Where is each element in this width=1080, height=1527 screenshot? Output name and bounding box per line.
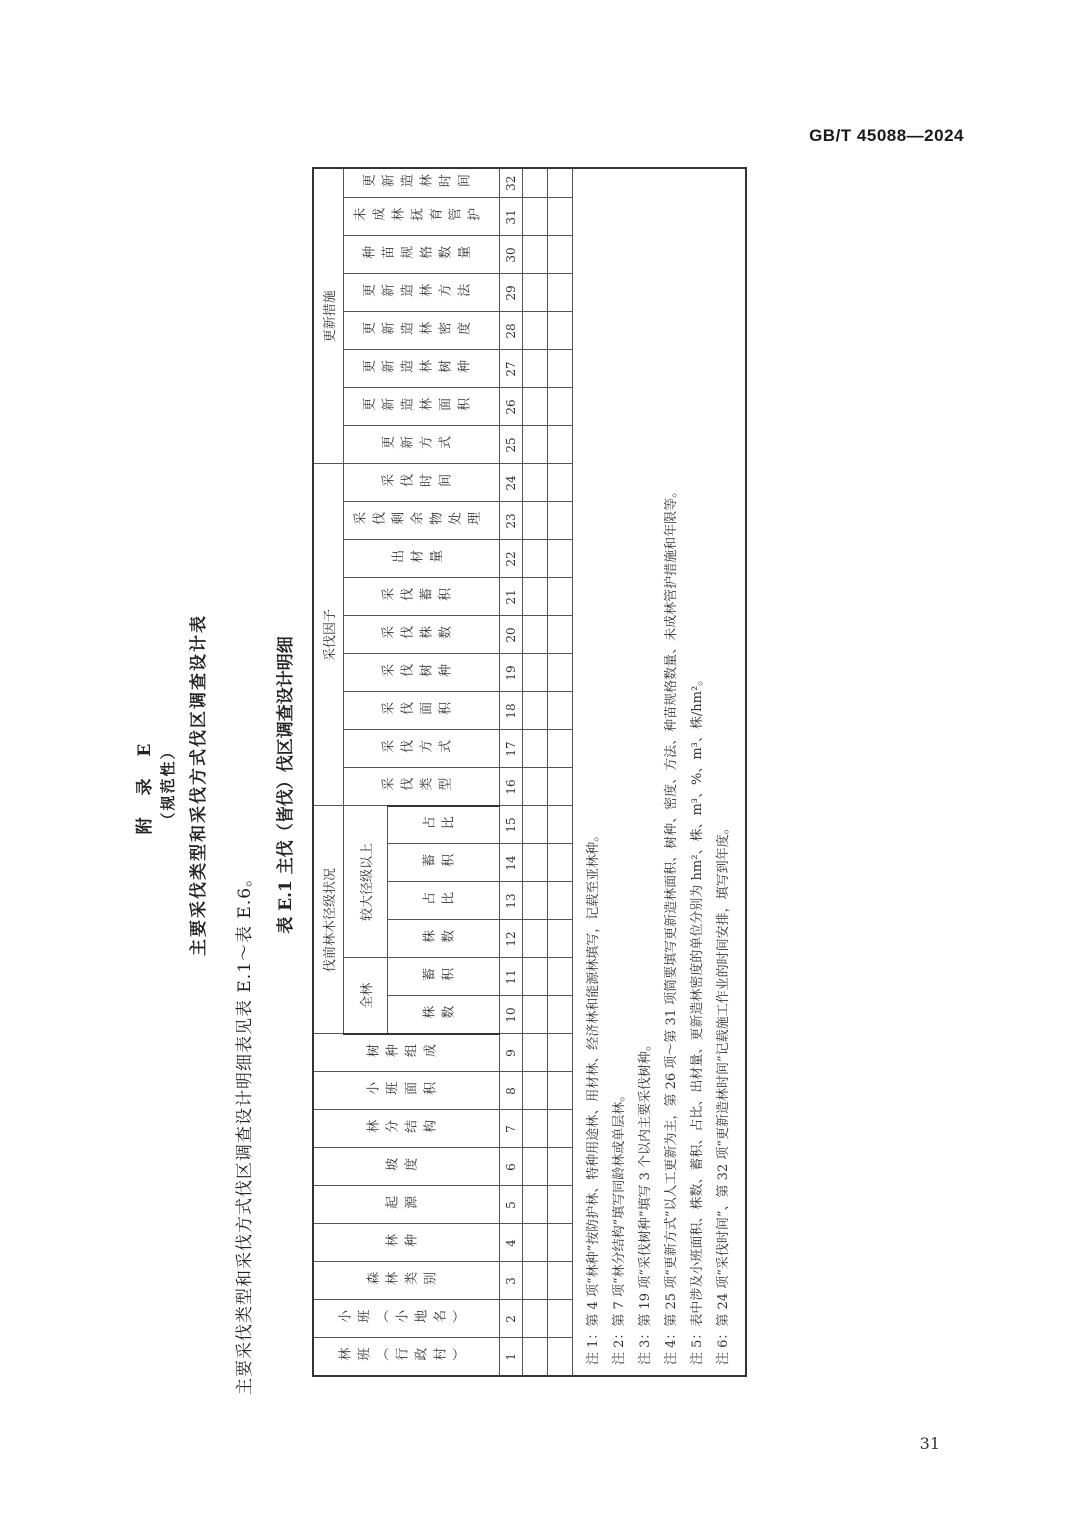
note-2: 注 2：第 7 项“林分结构”填写同龄林或单层林。 [611, 1088, 627, 1365]
appendix-title: 附 录 E [135, 735, 155, 835]
group-regen: 更新措施 [313, 168, 343, 464]
col-header-3: 森林类别 [313, 1262, 499, 1300]
col-header-12: 株数 [387, 920, 499, 958]
standard-code: GB/T 45088—2024 [809, 126, 964, 145]
page-number: 31 [919, 1434, 940, 1453]
col-header-4: 林种 [313, 1224, 499, 1262]
col-header-23: 采伐剩余物处理 [343, 502, 499, 540]
group-all-trees: 全林 [343, 958, 387, 1034]
col-header-19: 采伐树种 [343, 654, 499, 692]
col-header-2: 小班（小地名） [313, 1300, 499, 1338]
note-5: 注 5：表中涉及小班面积、株数、蓄积、占比、出材量、更新造林密度的单位分别为 hm²、株、m³、%、m³、株/hm²。 [689, 672, 705, 1365]
note-1: 注 1：第 4 项“林种”按防护林、特种用途林、用材林、经济林和能源林填写，记载至亚林种。 [585, 828, 601, 1365]
col-header-1: 林班（行政村） [313, 1338, 499, 1376]
col-header-27: 更新造林树种 [343, 350, 499, 388]
col-header-6: 坡度 [313, 1148, 499, 1186]
col-header-5: 起源 [313, 1186, 499, 1224]
col-header-15: 占比 [387, 806, 499, 844]
col-header-24: 采伐时间 [343, 464, 499, 502]
note-6: 注 6：第 24 项“采伐时间”、第 32 项“更新造林时间”记载施工作业的时间安排，填写到年度。 [715, 821, 731, 1365]
appendix-name: 主要采伐类型和采伐方式伐区调查设计表 [189, 614, 209, 956]
col-header-26: 更新造林面积 [343, 388, 499, 426]
col-header-22: 出材量 [343, 540, 499, 578]
col-header-31: 未成林抚育管护 [343, 198, 499, 236]
col-header-16: 采伐类型 [343, 768, 499, 806]
col-header-25: 更新方式 [343, 426, 499, 464]
col-header-10: 株数 [387, 996, 499, 1034]
table-title: 表 E.1 主伐（皆伐）伐区调查设计明细 [276, 636, 296, 934]
group-larger-dbh: 较大径级以上 [343, 806, 387, 958]
col-header-17: 采伐方式 [343, 730, 499, 768]
appendix-type: （规范性） [159, 742, 177, 828]
column-number-row: 1 2 3 4 5 6 7 8 9 10 11 12 13 14 15 16 17 18 19 20 21 22 23 24 25 26 27 28 29 30 31 32 [499, 168, 522, 1376]
group-factors: 采伐因子 [313, 464, 343, 806]
col-header-8: 小班面积 [313, 1072, 499, 1110]
table-row [547, 168, 572, 1376]
col-header-28: 更新造林密度 [343, 312, 499, 350]
col-header-18: 采伐面积 [343, 692, 499, 730]
col-header-9: 树种组成 [313, 1034, 499, 1072]
design-table [312, 167, 747, 1377]
col-header-20: 采伐株数 [343, 616, 499, 654]
col-header-11: 蓄积 [387, 958, 499, 996]
col-header-7: 林分结构 [313, 1110, 499, 1148]
group-pre-cut: 伐前林木径级状况 [313, 806, 343, 1034]
col-header-29: 更新造林方法 [343, 274, 499, 312]
intro-text: 主要采伐类型和采伐方式伐区调查设计明细表见表 E.1～表 E.6。 [235, 868, 255, 1395]
col-header-14: 蓄积 [387, 844, 499, 882]
table-notes [572, 168, 746, 1376]
table-wrapper [312, 175, 792, 1377]
col-header-32: 更新造林时间 [343, 168, 499, 198]
col-header-13: 占比 [387, 882, 499, 920]
note-3: 注 3：第 19 项“采伐树种”填写 3 个以内主要采伐树种。 [637, 1037, 653, 1365]
note-4: 注 4：第 25 项“更新方式”以人工更新为主，第 26 项～第 31 项简要填写更新造林面积、树种、密度、方法、种苗规格数量、未成林管护措施和年限等。 [663, 484, 679, 1365]
table-row [522, 168, 547, 1376]
rotated-page-content [120, 175, 820, 1395]
col-header-30: 种苗规格数量 [343, 236, 499, 274]
col-header-21: 采伐蓄积 [343, 578, 499, 616]
